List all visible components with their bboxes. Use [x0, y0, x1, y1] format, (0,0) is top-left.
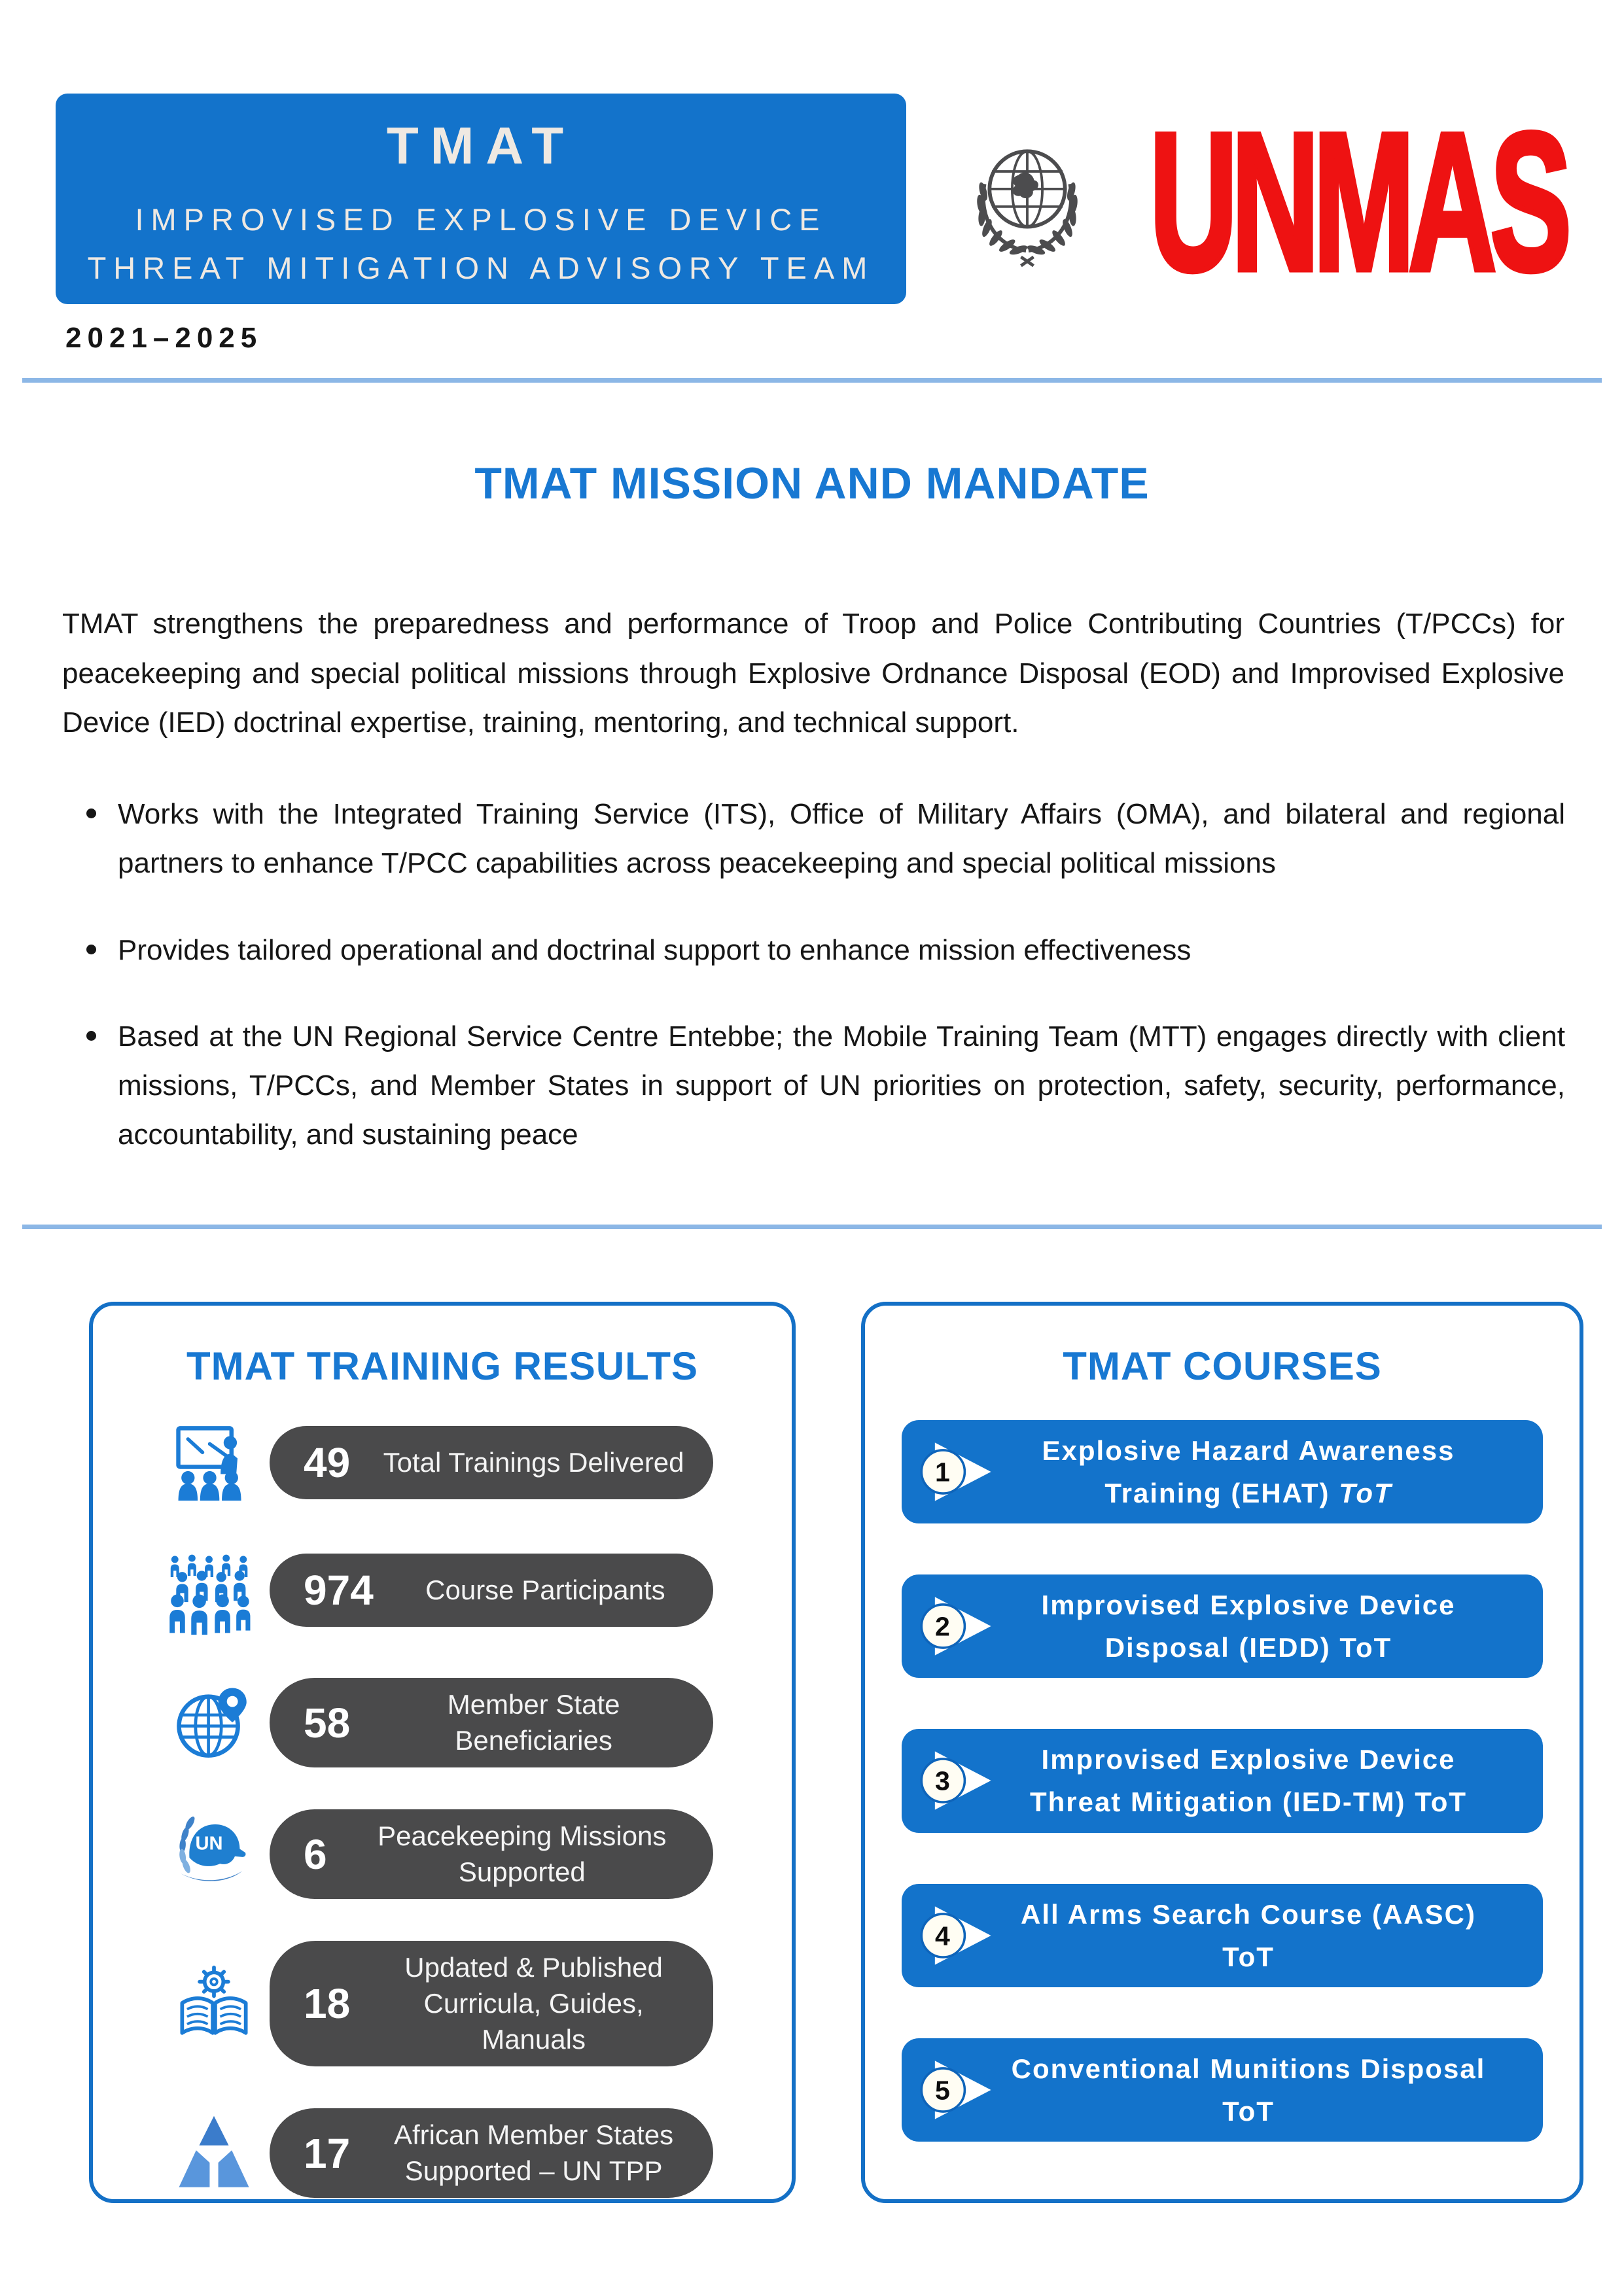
triangle-pyramid-icon — [174, 2113, 254, 2193]
stat-pill — [270, 1678, 713, 1767]
numbered-arrow-badge-icon — [917, 1593, 995, 1659]
stat-row-trainings — [158, 1423, 713, 1503]
mission-heading: TMAT MISSION AND MANDATE — [474, 459, 1150, 508]
stat-value: 6 — [304, 1830, 327, 1878]
mission-bullet-list — [79, 790, 1565, 1198]
trainer-presentation-icon — [175, 1423, 253, 1502]
crowd-icon — [165, 1544, 263, 1636]
stat-row-member-states — [158, 1678, 713, 1767]
stat-label: Updated & Published Curricula, Guides, Manuals — [404, 1952, 663, 2055]
subtitle-line-1: IMPROVISED EXPLOSIVE DEVICE — [135, 202, 827, 237]
stat-rows — [93, 1423, 792, 2198]
stat-pill — [270, 1941, 713, 2066]
course-label: Improvised Explosive Device Threat Mitigation (IED-TM) ToT — [1029, 1744, 1468, 1818]
course-item-2 — [902, 1574, 1543, 1678]
mission-bullet: Works with the Integrated Training Service (ITS), Office of Military Affairs (OMA), and bilateral and regional partners to enhance T/PCC capabilities across peacekeeping and special political missions — [79, 790, 1565, 888]
course-label: All Arms Search Course (AASC) ToT — [1021, 1898, 1476, 1972]
stat-pill — [270, 1554, 713, 1627]
stat-value: 17 — [304, 2129, 351, 2177]
mission-bullet: Provides tailored operational and doctrinal support to enhance mission effectiveness — [79, 926, 1565, 975]
course-item-3 — [902, 1729, 1543, 1832]
course-item-4 — [902, 1884, 1543, 1987]
course-label: Explosive Hazard Awareness Training (EHAT) ToT — [1042, 1435, 1455, 1509]
un-emblem-icon — [945, 126, 1109, 284]
course-label: Improvised Explosive Device Disposal (IEDD) ToT — [1041, 1590, 1456, 1663]
course-number: 3 — [935, 1765, 951, 1796]
stat-pill — [270, 1809, 713, 1899]
stat-label: Total Trainings Delivered — [383, 1446, 684, 1478]
stat-value: 18 — [304, 1980, 351, 2028]
training-results-heading: TMAT TRAINING RESULTS — [186, 1344, 699, 1388]
stat-pill — [270, 2108, 713, 2198]
course-number: 4 — [935, 1920, 951, 1951]
un-helmet-icon — [171, 1815, 257, 1894]
numbered-arrow-badge-icon — [917, 1903, 995, 1968]
stat-value: 58 — [304, 1699, 351, 1747]
course-number: 1 — [935, 1457, 951, 1487]
numbered-arrow-badge-icon — [917, 1748, 995, 1813]
mission-bullet: Based at the UN Regional Service Centre Entebbe; the Mobile Training Team (MTT) engages directly with client missions, T/PCCs, and Member States in support of UN priorities on protection, safety, security, performance, accountability, and sustaining peace — [79, 1013, 1565, 1159]
header-title-box — [56, 94, 906, 304]
numbered-arrow-badge-icon — [917, 2057, 995, 2123]
course-number: 2 — [935, 1611, 951, 1642]
divider-line — [22, 1225, 1602, 1229]
stat-row-african-states — [158, 2108, 713, 2198]
page-title: TMAT — [386, 116, 576, 175]
course-item-1 — [902, 1420, 1543, 1523]
stat-row-participants — [158, 1544, 713, 1636]
globe-location-pin-icon — [174, 1683, 254, 1763]
stat-label: Peacekeeping Missions Supported — [378, 1820, 667, 1887]
training-results-panel — [89, 1302, 796, 2203]
stat-value: 49 — [304, 1439, 351, 1486]
course-label: Conventional Munitions Disposal ToT — [1011, 2053, 1486, 2127]
stat-value: 974 — [304, 1567, 374, 1614]
mission-paragraph: TMAT strengthens the preparedness and performance of Troop and Police Contributing Countries (T/PCCs) for peacekeeping and special political missions through Explosive Ordnance Disposal (EOD) and Improvised Explosive Device (IED) doctrinal expertise, training, mentoring, and technical support. — [62, 608, 1564, 739]
divider-line — [22, 378, 1602, 383]
years-range: 2021–2025 — [65, 322, 263, 354]
courses-panel — [861, 1302, 1583, 2203]
stat-row-curricula — [158, 1941, 713, 2066]
numbered-arrow-badge-icon — [917, 1439, 995, 1505]
courses-heading: TMAT COURSES — [1063, 1344, 1382, 1388]
stat-pill — [270, 1426, 713, 1499]
subtitle-line-2: THREAT MITIGATION ADVISORY TEAM — [87, 251, 875, 286]
stat-label: Member State Beneficiaries — [447, 1689, 620, 1756]
book-gear-icon — [173, 1963, 255, 2044]
courses-list — [865, 1420, 1580, 2142]
un-helmet-label: UN — [195, 1833, 223, 1854]
stat-label: Course Participants — [425, 1574, 665, 1605]
course-number: 5 — [935, 2075, 951, 2106]
stat-row-missions — [158, 1809, 713, 1899]
course-item-5 — [902, 2038, 1543, 2142]
stat-label: African Member States Supported – UN TPP — [394, 2119, 674, 2186]
unmas-logo: UNMAS — [1150, 92, 1566, 311]
page-subtitle — [56, 196, 906, 293]
